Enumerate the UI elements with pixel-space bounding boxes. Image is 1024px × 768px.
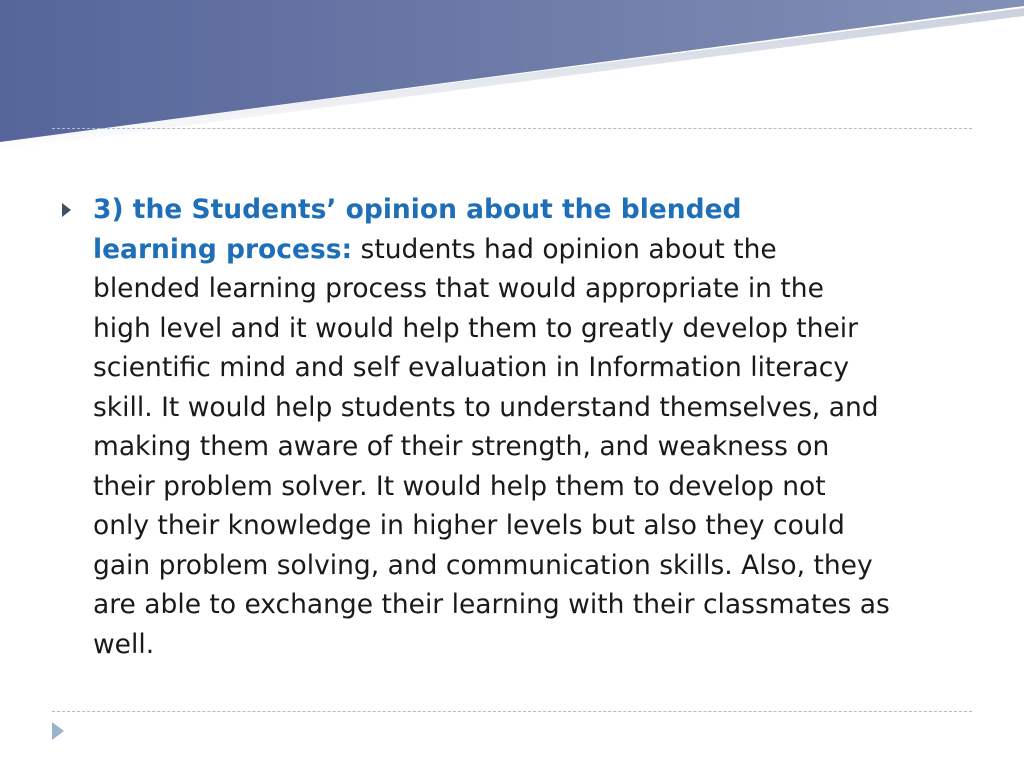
triangle-right-icon [52,722,64,740]
heading-line: 3) the Students’ opinion about the blended [93,194,742,225]
bottom-divider [52,711,972,712]
top-divider [52,128,972,129]
body-line: well. [93,628,155,660]
body-line: gain problem solving, and communication skills. Also, they [93,549,873,581]
heading-line-2 [93,230,993,270]
body-line: making them aware of their strength, and weakness on [93,431,830,462]
triangle-right-icon [62,203,71,217]
header-band-shape [0,0,1024,142]
body-line-lead: students had opinion about the [352,233,777,265]
heading-continuation: learning process: [93,233,353,265]
body-line: blended learning process that would appropriate in the [93,273,824,304]
body-line: skill. It would help students to understand themselves, and [93,391,879,423]
body-line: only their knowledge in higher levels but also they could [93,510,845,541]
body-line: their problem solver. It would help them to develop not [93,470,826,502]
body-line: scientific mind and self evaluation in Information literacy [93,352,850,383]
bullet-paragraph [93,190,993,664]
body-line: are able to exchange their learning with their classmates as [93,589,890,620]
body-line: high level and it would help them to greatly develop their [93,312,859,344]
